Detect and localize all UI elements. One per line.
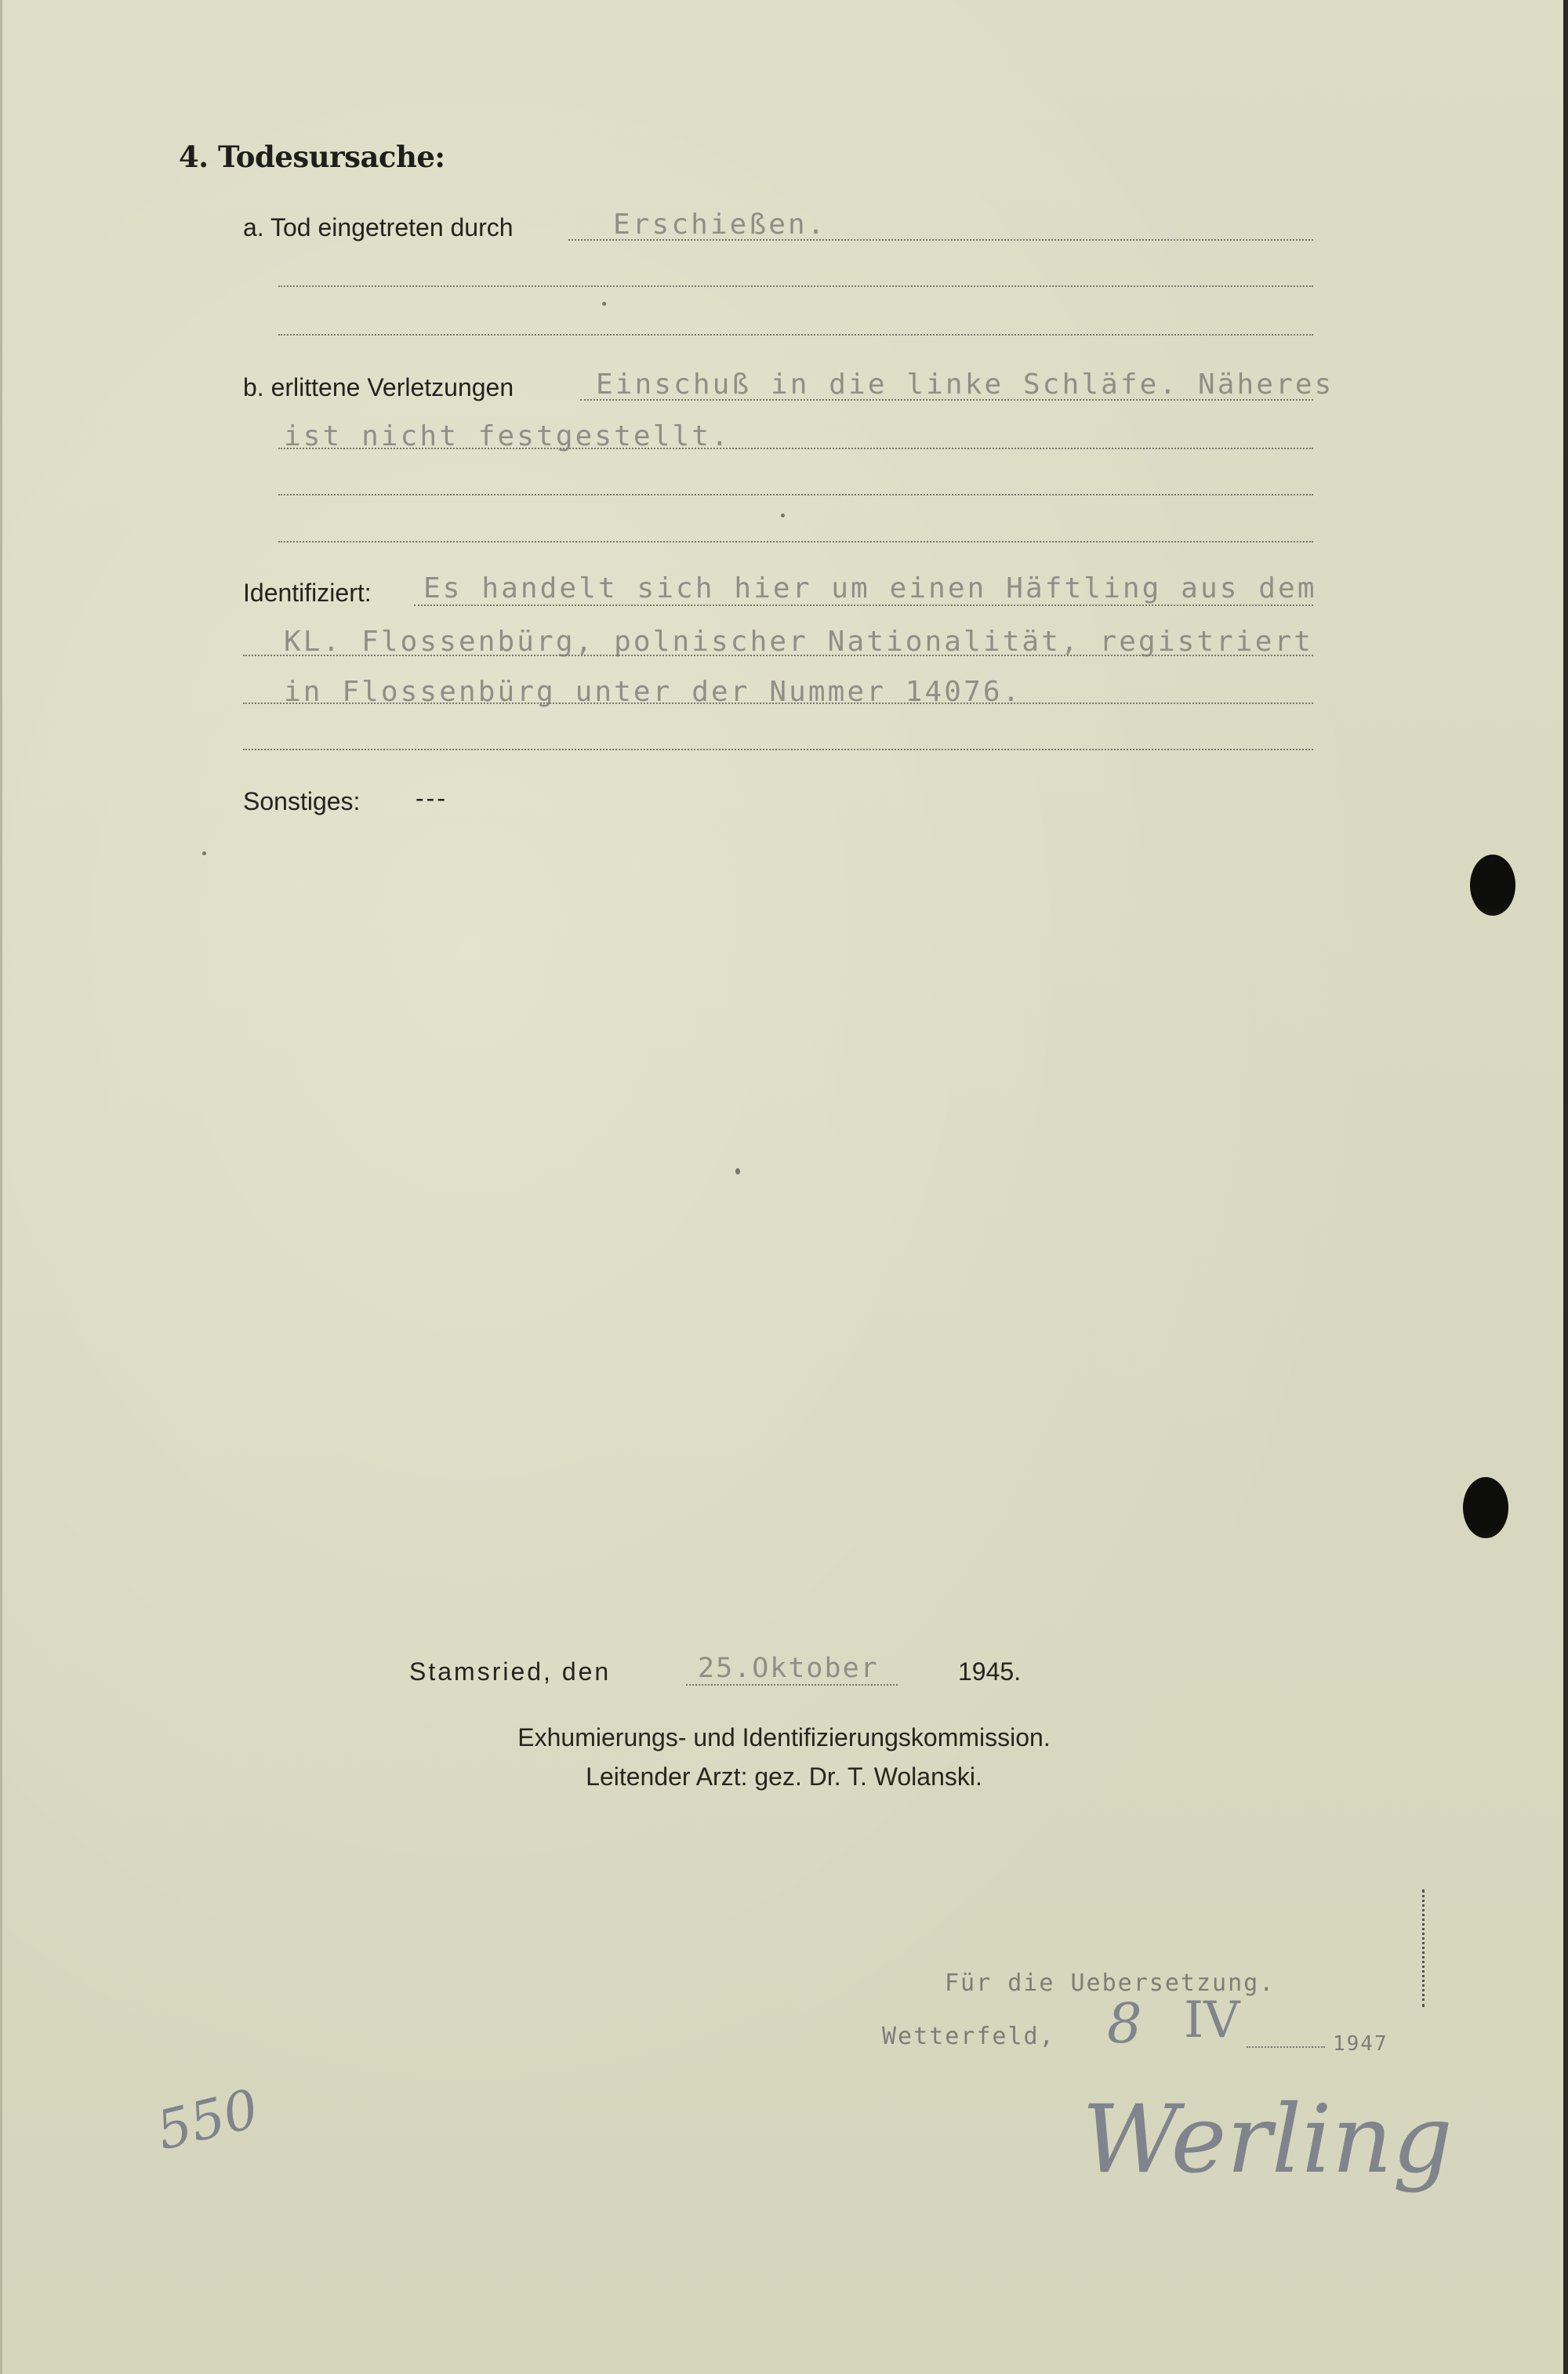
section-title: 4. Todesursache: <box>179 140 445 174</box>
handwritten-month: IV <box>1184 1991 1240 2049</box>
certification-stamp-line1: Für die Uebersetzung. <box>945 1969 1276 1997</box>
paper-fleck <box>781 514 785 517</box>
verletzungen-label: b. erlittene Verletzungen <box>243 373 514 401</box>
tod-label: a. Tod eingetreten durch <box>243 213 514 241</box>
identifiziert-dotted-line-2 <box>243 655 1313 656</box>
tod-dotted-line-1 <box>568 239 1313 241</box>
paper-fleck <box>602 302 606 306</box>
verletzungen-dotted-line-3 <box>278 494 1313 495</box>
sonstiges-label: Sonstiges: <box>243 787 361 815</box>
identifiziert-value-line1: Es handelt sich hier um einen Häftling aus dem <box>423 572 1317 604</box>
handwritten-day: 8 <box>1107 1991 1142 2056</box>
margin-mark <box>1422 1889 1427 2007</box>
punch-hole-top <box>1470 855 1515 916</box>
verletzungen-dotted-line-1 <box>580 399 1313 401</box>
paper-fleck <box>735 1168 740 1174</box>
certification-stamp-place: Wetterfeld, <box>882 2023 1055 2050</box>
footer-commission: Exhumierungs- und Identifizierungskommission. <box>517 1723 1051 1751</box>
tod-value: Erschießen. <box>613 209 827 241</box>
footer-date-dotted-line <box>686 1684 898 1686</box>
page-right-edge <box>1563 0 1568 2374</box>
paper-fleck <box>202 851 206 855</box>
identifiziert-value-line2: KL. Flossenbürg, polnischer Nationalität, registriert <box>284 626 1314 658</box>
handwritten-page-number: 550 <box>151 2078 265 2163</box>
verletzungen-dotted-line-2 <box>278 448 1313 449</box>
tod-dotted-line-3 <box>278 334 1313 336</box>
stamp-dotted-line <box>1247 2046 1325 2048</box>
sonstiges-value: --- <box>416 784 448 812</box>
verletzungen-value-line1: Einschuß in die linke Schläfe. Näheres <box>596 368 1334 401</box>
identifiziert-dotted-line-1 <box>414 604 1313 606</box>
punch-hole-bottom <box>1463 1477 1508 1538</box>
verletzungen-value-line2: ist nicht festgestellt. <box>284 420 731 452</box>
footer-date: 25.Oktober <box>698 1653 879 1684</box>
footer-place-prefix: Stamsried, den <box>409 1657 612 1686</box>
certification-stamp-year: 1947 <box>1333 2032 1388 2056</box>
signature: Werling <box>1082 2085 1453 2194</box>
verletzungen-dotted-line-4 <box>278 541 1313 543</box>
footer-doctor: Leitender Arzt: gez. Dr. T. Wolanski. <box>586 1762 982 1791</box>
page-left-edge <box>0 0 2 2374</box>
identifiziert-dotted-line-3 <box>243 702 1313 704</box>
identifiziert-label: Identifiziert: <box>243 579 372 607</box>
tod-dotted-line-2 <box>278 285 1313 287</box>
identifiziert-dotted-line-4 <box>243 749 1313 750</box>
footer-year: 1945. <box>958 1657 1022 1686</box>
identifiziert-value-line3: in Flossenbürg unter der Nummer 14076. <box>284 676 1022 708</box>
